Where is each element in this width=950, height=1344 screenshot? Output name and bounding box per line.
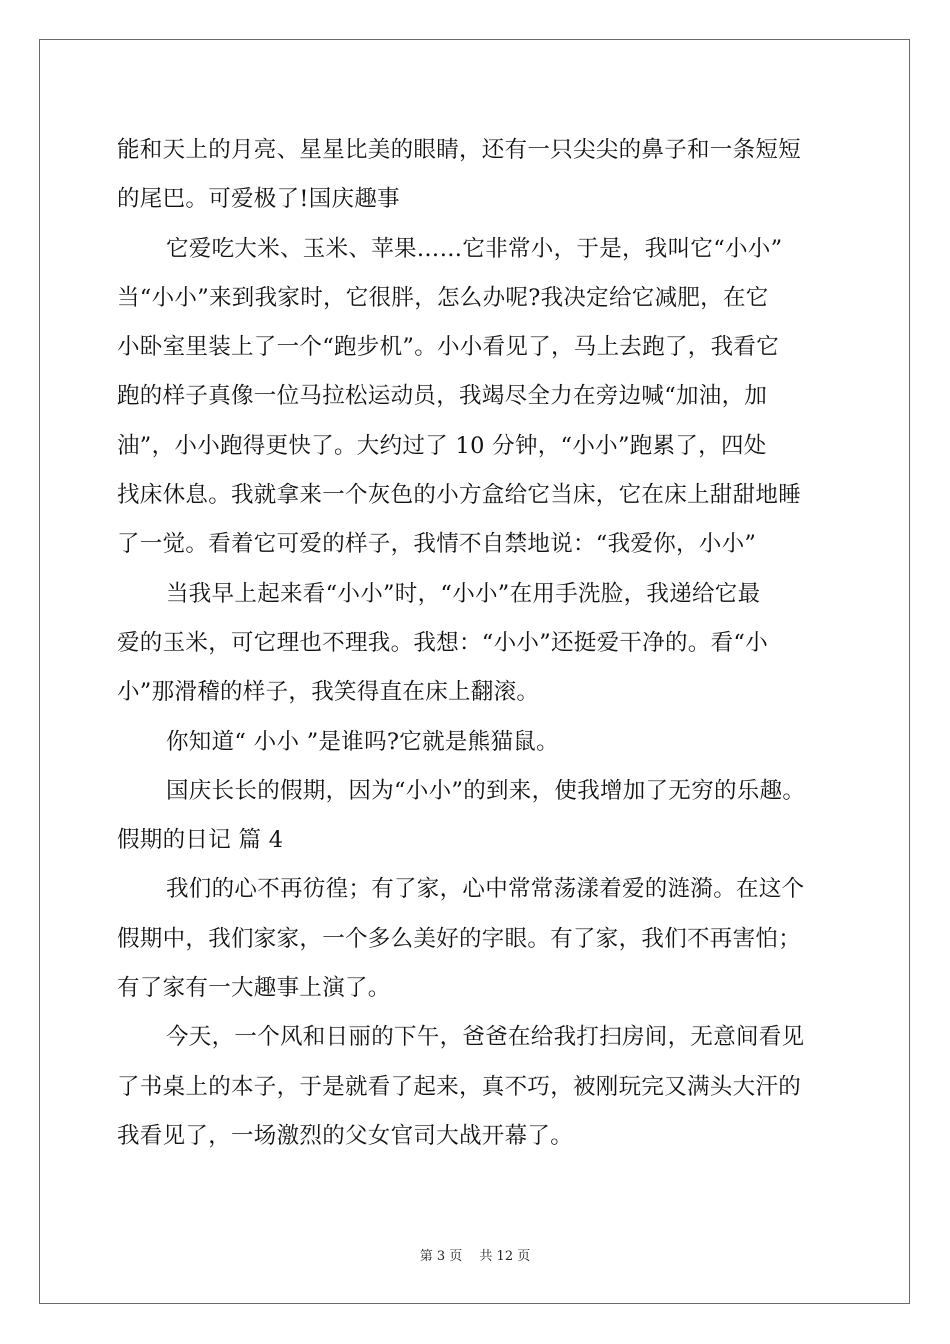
text-line-2: 的尾巴。可爱极了!国庆趣事 bbox=[117, 186, 400, 213]
text-line-6: 跑的样子真像一位马拉松运动员，我竭尽全力在旁边喊“加油，加 bbox=[117, 383, 768, 410]
text-line-1: 能和天上的月亮、星星比美的眼睛，还有一只尖尖的鼻子和一条短短 bbox=[117, 137, 802, 163]
text-line-12: 小”那滑稽的样子，我笑得直在床上翻滚。 bbox=[117, 679, 540, 706]
text-line-9: 了一觉。看着它可爱的样子，我情不自禁地说：“我爱你，小小” bbox=[117, 531, 757, 558]
text-line-3: 它爱吃大米、玉米、苹果……它非常小，于是，我叫它“小小” bbox=[166, 235, 783, 262]
text-line-17: 假期中，我们家家，一个多么美好的字眼。有了家，我们不再害怕； bbox=[117, 925, 802, 952]
text-line-20: 了书桌上的本子，于是就看了起来，真不巧，被刚玩完又满头大汗的 bbox=[117, 1073, 802, 1100]
text-line-13: 你知道“ 小小 ”是谁吗?它就是熊猫鼠。 bbox=[166, 728, 559, 755]
text-line-5: 小卧室里装上了一个“跑步机”。小小看见了，马上去跑了，我看它 bbox=[117, 334, 780, 361]
text-line-14: 国庆长长的假期，因为“小小”的到来，使我增加了无穷的乐趣。 bbox=[166, 777, 806, 804]
text-line-11: 爱的玉米，可它理也不理我。我想：“小小”还挺爱干净的。看“小 bbox=[117, 629, 769, 656]
text-line-21: 我看见了，一场激烈的父女官司大战开幕了。 bbox=[117, 1122, 574, 1149]
text-line-19: 今天，一个风和日丽的下午，爸爸在给我打扫房间，无意间看见 bbox=[166, 1024, 805, 1051]
document-body bbox=[117, 126, 839, 1161]
text-line-16: 我们的心不再彷徨；有了家，心中常常荡漾着爱的涟漪。在这个 bbox=[166, 876, 805, 903]
text-line-10: 当我早上起来看“小小”时，“小小”在用手洗脸，我递给它最 bbox=[166, 580, 761, 607]
text-line-8: 找床休息。我就拿来一个灰色的小方盒给它当床，它在床上甜甜地睡 bbox=[117, 482, 802, 509]
page-number-footer: 第 3 页 共 12 页 bbox=[419, 1249, 531, 1264]
text-line-18: 有了家有一大趣事上演了。 bbox=[117, 975, 391, 1002]
section-heading: 假期的日记 篇 4 bbox=[117, 827, 284, 854]
text-line-7: 油”，小小跑得更快了。大约过了 10 分钟，“小小”跑累了，四处 bbox=[117, 432, 767, 459]
text-line-4: 当“小小”来到我家时，它很胖，怎么办呢?我决定给它减肥，在它 bbox=[117, 284, 769, 311]
